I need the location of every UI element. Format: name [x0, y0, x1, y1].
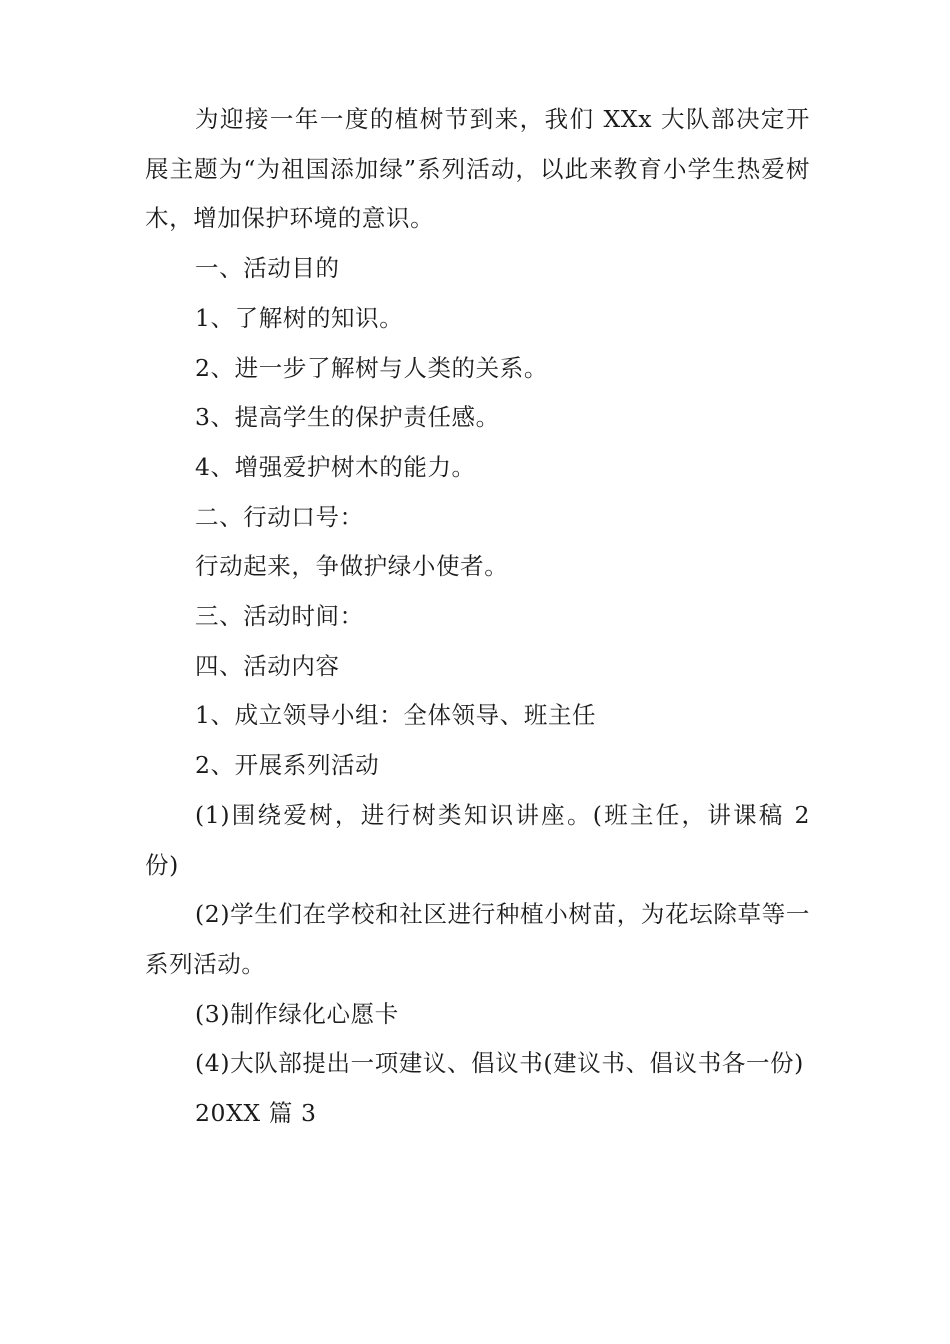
purpose-item-3: 3、提高学生的保护责任感。 [195, 403, 500, 432]
section-heading-slogan: 二、行动口号： [195, 502, 364, 531]
activity-item-2: (2)学生们在学校和社区进行种植小树苗，为花坛除草等一系列活动。 [145, 900, 810, 978]
section-heading-purpose: 一、活动目的 [195, 254, 340, 283]
activity-item-4: (4)大队部提出一项建议、倡议书(建议书、倡议书各一份) [195, 1049, 804, 1078]
slogan-text: 行动起来，争做护绿小使者。 [195, 552, 509, 581]
activity-item-1: (1)围绕爱树，进行树类知识讲座。(班主任，讲课稿 2 份) [145, 800, 810, 879]
content-item-1: 1、成立领导小组：全体领导、班主任 [195, 701, 597, 730]
purpose-item-1: 1、了解树的知识。 [195, 303, 404, 332]
next-section-title: 20XX 篇 3 [195, 1099, 317, 1128]
section-heading-content: 四、活动内容 [195, 651, 340, 680]
content-item-2: 2、开展系列活动 [195, 751, 380, 780]
activity-item-3: (3)制作绿化心愿卡 [195, 999, 399, 1028]
purpose-item-2: 2、进一步了解树与人类的关系。 [195, 353, 548, 382]
document-page [145, 95, 810, 1139]
section-heading-time: 三、活动时间： [195, 602, 364, 631]
purpose-item-4: 4、增强爱护树木的能力。 [195, 452, 476, 481]
intro-paragraph: 为迎接一年一度的植树节到来，我们 XXx 大队部决定开展主题为“为祖国添加绿”系列活动，以此来教育小学生热爱树木，增加保护环境的意识。 [145, 105, 810, 233]
